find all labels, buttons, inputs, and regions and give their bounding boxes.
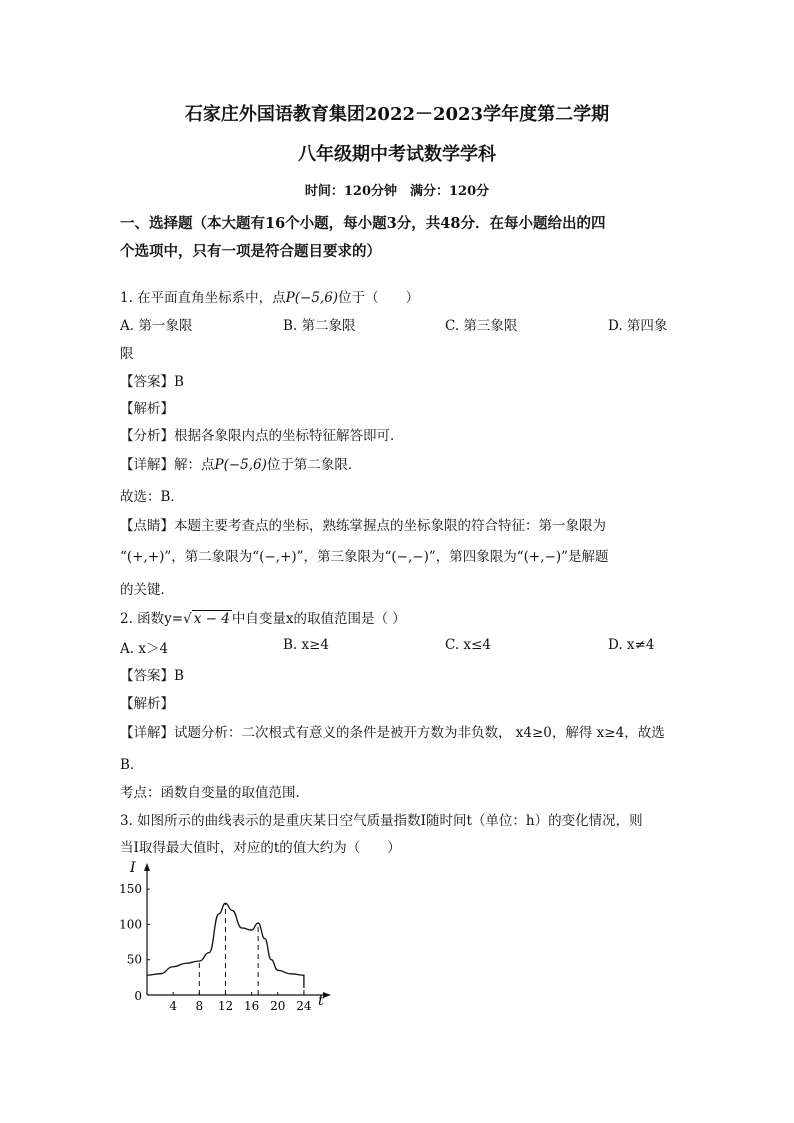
y-tick-label: 0 (134, 989, 142, 1003)
q2-stem-pre: 2. 函数y= (120, 611, 184, 627)
q2-option-b: B. x≥4 (283, 637, 330, 653)
q1-detail-pre: 【详解】解：点 (120, 457, 215, 473)
x-tick-label: 4 (169, 999, 177, 1013)
x-tick-label: 12 (217, 999, 234, 1013)
q1-stem (120, 286, 419, 306)
q1-option-d: D. 第四象 (608, 318, 668, 334)
q1-fenxi: 【分析】根据各象限内点的坐标特征解答即可． (120, 428, 404, 444)
q2-option-c: C. x≤4 (445, 637, 491, 653)
q1-option-a: A. 第一象限 (120, 318, 193, 334)
q1-detail-post: 位于第二象限． (266, 457, 362, 473)
section-heading-line-1: 一、选择题（本大题有16个小题，每小题3分，共48分．在每小题给出的四 (120, 215, 606, 232)
q2-stem: 2. 函数y=√ x − 4 中自变量x的取值范围是（ ） (120, 611, 406, 627)
title-line-1: 石家庄外国语教育集团2022－2023学年度第二学期 (184, 104, 610, 125)
q2-answer: 【答案】B (120, 668, 184, 684)
x-axis-arrow (323, 992, 331, 998)
y-axis-arrow (144, 863, 150, 871)
x-tick-label: 16 (243, 999, 260, 1013)
title-line-2: 八年级期中考试数学学科 (298, 144, 496, 165)
q2-kaodian: 考点：函数自变量的取值范围． (120, 785, 309, 801)
y-tick-label: 50 (126, 952, 142, 967)
q1-detail (120, 453, 361, 473)
time-info: 时间：120分钟 满分：120分 (304, 184, 490, 199)
q1-stem-pre: 1. 在平面直角坐标系中，点 (120, 290, 286, 306)
q1-option-b: B. 第二象限 (283, 318, 356, 334)
q1-stem-post: 位于（ ） (338, 290, 420, 306)
q1-analysis-label: 【解析】 (120, 401, 174, 417)
q2-stem-post: 中自变量x的取值范围是（ ） (231, 611, 406, 627)
q1-conclusion: 故选：B． (120, 489, 184, 505)
q1-point: P(−5,6) (285, 290, 339, 306)
q2-detail: 【详解】试题分析：二次根式有意义的条件是被开方数为非负数， x4≥0，解得 x≥4，故选 (120, 725, 665, 741)
air-quality-chart (115, 860, 335, 1020)
section-heading-line-2: 个选项中，只有一项是符合题目要求的） (120, 243, 381, 260)
q2-analysis-label: 【解析】 (120, 696, 174, 712)
q1-comment-line-1: 【点睛】本题主要考查点的坐标，熟练掌握点的坐标象限的符合特征：第一象限为 (120, 518, 606, 534)
chart-axes (144, 863, 331, 998)
q2-option-a: A. x＞4 (120, 641, 169, 657)
q2-radicand: x − 4 (193, 611, 230, 627)
y-tick-label: 100 (119, 917, 142, 932)
chart-guides (199, 903, 304, 995)
q1-comment-line-3: 的关键． (120, 582, 174, 598)
x-tick-label: 20 (270, 999, 286, 1013)
q2-detail-cont: B． (120, 757, 144, 773)
q3-stem-line-1: 3. 如图所示的曲线表示的是重庆某日空气质量指数I随时间t（单位：h）的变化情况，则 (120, 813, 643, 829)
x-tick-label: 8 (195, 999, 204, 1013)
q1-answer: 【答案】B (120, 374, 184, 390)
q1-comment-line-2: “(+,+)”，第二象限为“(−,+)”，第三象限为“(−,−)”，第四象限为“(+,−)”是解题 (120, 549, 609, 565)
q1-option-d-cont: 限 (120, 346, 134, 362)
y-tick-label: 150 (119, 882, 142, 897)
q3-stem-line-2: 当I取得最大值时，对应的t的值大约为（ ） (120, 840, 401, 856)
chart-ticks (119, 882, 312, 1013)
chart-y-label: I (130, 860, 136, 876)
x-tick-label: 24 (296, 999, 312, 1013)
q1-option-c: C. 第三象限 (445, 318, 518, 334)
q2-option-d: D. x≠4 (608, 637, 655, 653)
q1-detail-point: P(−5,6) (214, 457, 267, 473)
chart-x-label: t (318, 993, 324, 1009)
